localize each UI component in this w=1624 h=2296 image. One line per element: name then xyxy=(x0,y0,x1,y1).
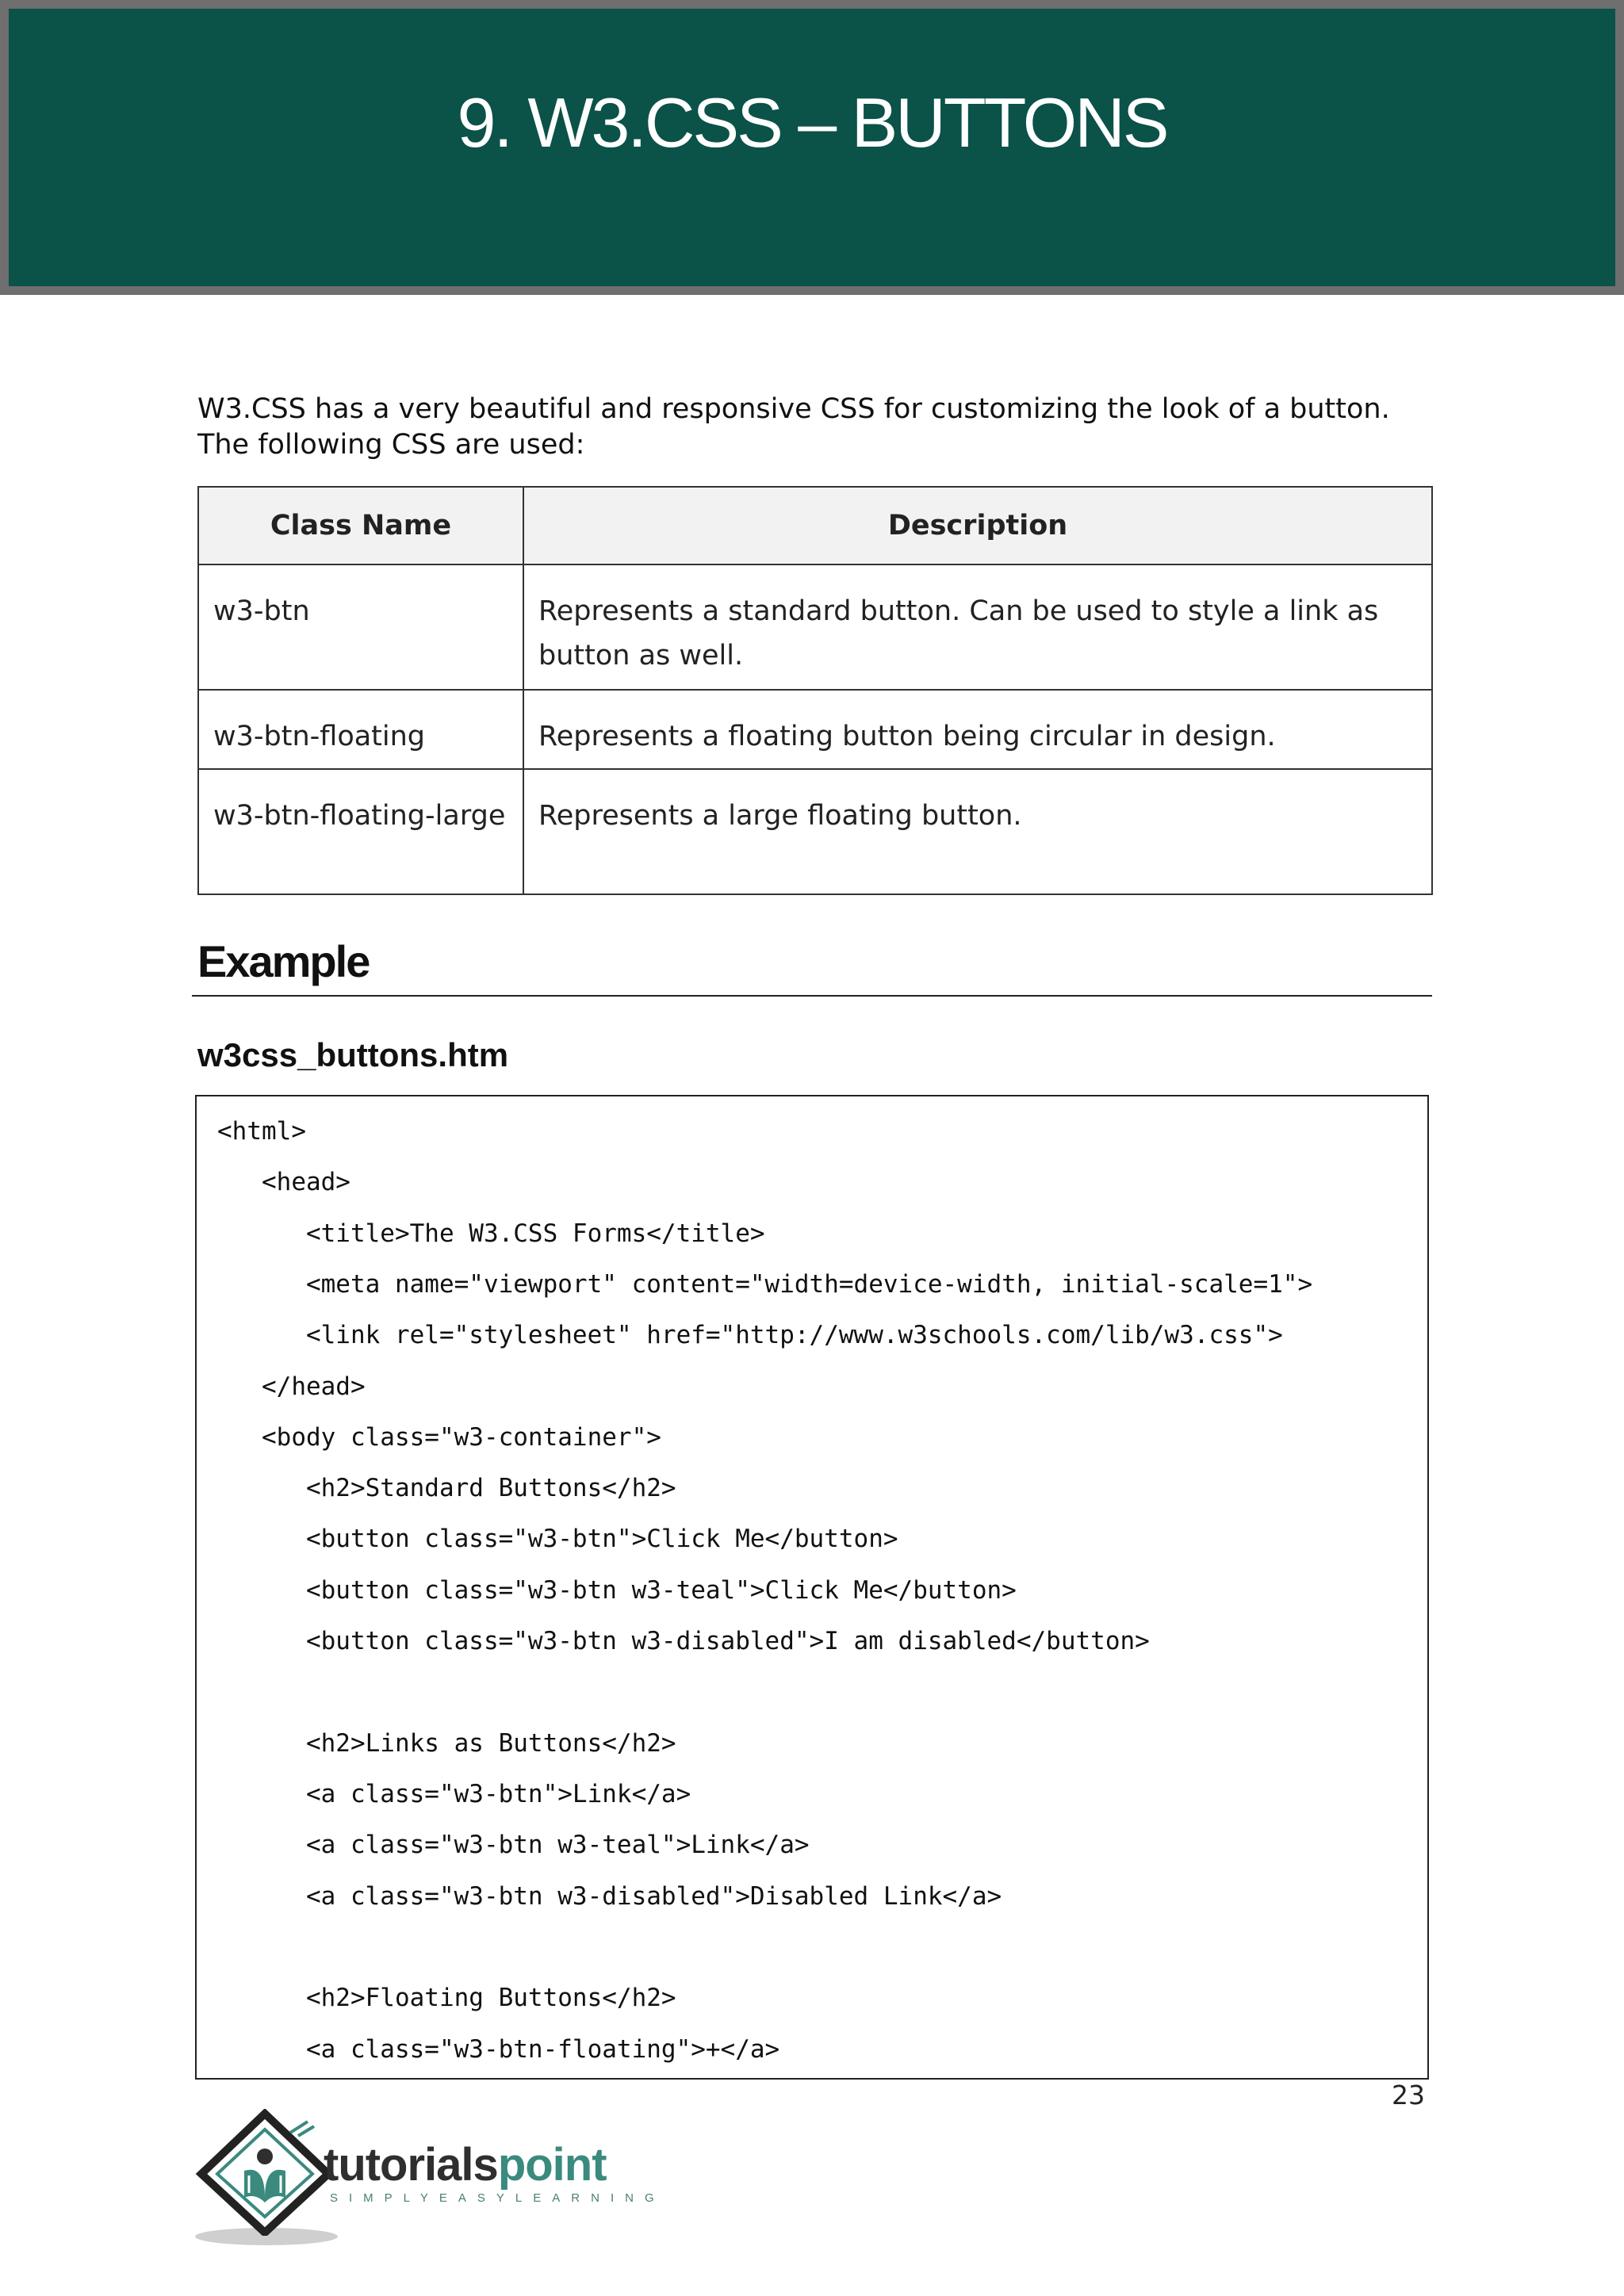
logo-wordmark-accent: point xyxy=(497,2139,607,2191)
file-name-heading: w3css_buttons.htm xyxy=(197,1036,509,1073)
chapter-title: 9. W3.CSS – BUTTONS xyxy=(457,83,1167,162)
page-number: 23 xyxy=(1392,2080,1425,2110)
code-line: <title>The W3.CSS Forms</title> xyxy=(217,1219,765,1248)
code-line: <h2>Links as Buttons</h2> xyxy=(217,1729,676,1758)
logo-diamond-icon xyxy=(195,2109,335,2236)
table-row xyxy=(198,769,1432,894)
tutorialspoint-logo xyxy=(195,2109,665,2244)
code-line: <button class="w3-btn">Click Me</button> xyxy=(217,1525,898,1553)
example-heading: Example xyxy=(197,936,370,986)
code-line: </head> xyxy=(217,1372,366,1401)
code-line: <h2>Standard Buttons</h2> xyxy=(217,1474,676,1502)
code-block xyxy=(195,1095,1429,2080)
heading-divider xyxy=(192,995,1432,997)
table-row xyxy=(198,690,1432,769)
code-line: <button class="w3-btn w3-disabled">I am disabled</button> xyxy=(217,1627,1150,1655)
logo-wordmark-dark: tutorials xyxy=(324,2139,498,2191)
logo-wordmark xyxy=(324,2139,607,2191)
code-line: <html> xyxy=(217,1117,306,1146)
logo-tagline: SIMPLYEASYLEARNING xyxy=(330,2191,665,2205)
code-line: <link rel="stylesheet" href="http://www.w3schools.com/lib/w3.css"> xyxy=(217,1321,1283,1349)
code-line: <head> xyxy=(217,1168,350,1196)
chapter-header-band xyxy=(0,0,1624,295)
class-name-cell: w3-btn-floating xyxy=(198,690,523,769)
code-line: <meta name="viewport" content="width=device-width, initial-scale=1"> xyxy=(217,1270,1313,1299)
column-header-description: Description xyxy=(523,487,1432,564)
class-name-cell: w3-btn-floating-large xyxy=(198,769,523,894)
code-line: <button class="w3-btn w3-teal">Click Me</button> xyxy=(217,1576,1017,1605)
description-cell: Represents a large floating button. xyxy=(523,769,1432,894)
code-line: <a class="w3-btn w3-disabled">Disabled Link</a> xyxy=(217,1882,1002,1911)
class-table xyxy=(197,486,1433,895)
table-row xyxy=(198,564,1432,690)
class-name-cell: w3-btn xyxy=(198,564,523,690)
code-line: <a class="w3-btn w3-teal">Link</a> xyxy=(217,1831,810,1859)
table-header-row xyxy=(198,487,1432,564)
intro-paragraph: W3.CSS has a very beautiful and responsive CSS for customizing the look of a button. The following CSS are used: xyxy=(197,393,1390,461)
description-cell: Represents a standard button. Can be used to style a link as button as well. xyxy=(523,564,1432,690)
code-line: <a class="w3-btn">Link</a> xyxy=(217,1780,691,1808)
code-line: <body class="w3-container"> xyxy=(217,1423,661,1452)
column-header-class-name: Class Name xyxy=(198,487,523,564)
code-line: <a class="w3-btn-floating">+</a> xyxy=(217,2035,780,2064)
code-line: <h2>Floating Buttons</h2> xyxy=(217,1984,676,2012)
description-cell: Represents a floating button being circular in design. xyxy=(523,690,1432,769)
